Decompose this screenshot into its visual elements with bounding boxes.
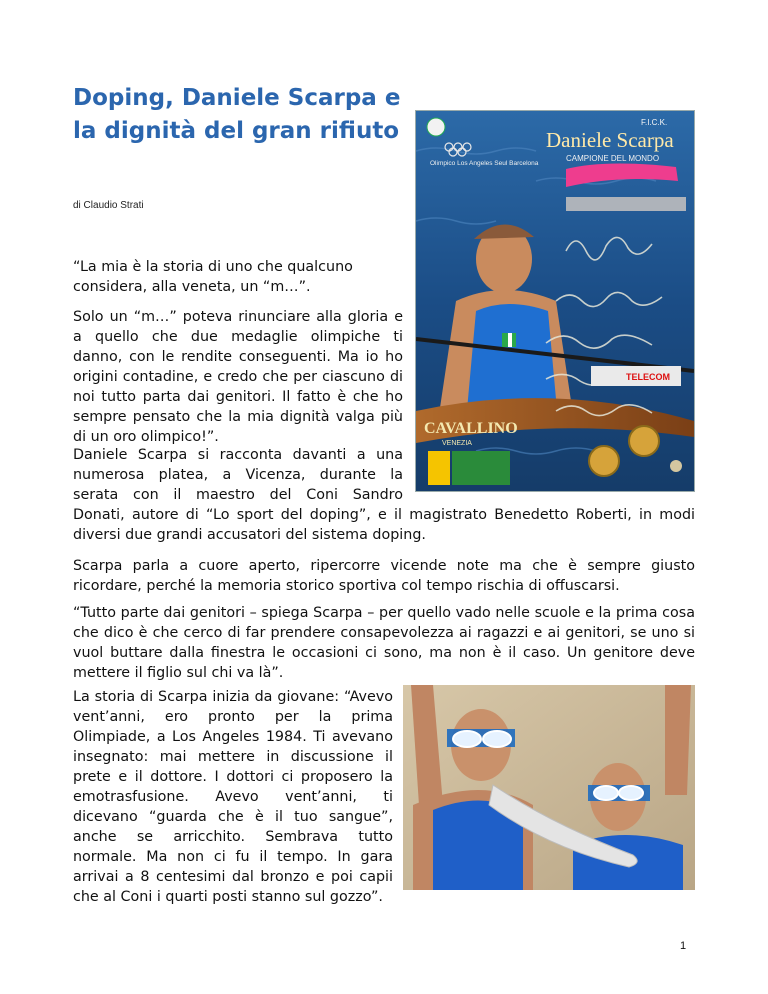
paragraph-dignity: Solo un “m…” poteva rinunciare alla gloria e a quello che due medaglie olimpiche ti danno, con le rendite conseguenti. Ma io ho origini contadine, e credo che per ciascuno di noi tutto parta dai genitori. Il fatto è che ho sempre pensato che la mia dignità valga più di un oro olimpico!”. <box>73 309 403 445</box>
paragraph-quote-intro: “La mia è la storia di uno che qualcuno considera, alla veneta, un “m…”. <box>73 259 353 295</box>
paragraph-parents: “Tutto parte dai genitori – spiega Scarpa – per quello vado nelle scuole e la prima cosa che dico è che cerco di far prendere consapevolezza ai ragazzi e ai genitori, se uno si vuol buttare dalla finestra le occasioni ci sono, ma non è il caso. Un genitore deve mettere il figlio sul chi va là”. <box>73 605 695 681</box>
paragraph-vicenza-part2: Donati, autore di “Lo sport del doping”, e il magistrato Benedetto Roberti, in modi diversi due grandi accusatori del sistema doping. <box>73 507 695 543</box>
poster-illustration <box>416 111 694 491</box>
poster-venezia-text: VENEZIA <box>442 440 472 447</box>
kayakers-illustration <box>403 685 695 890</box>
poster-telecom-text: TELECOM <box>626 372 670 382</box>
article-byline: di Claudio Strati <box>73 200 144 211</box>
article-title: Doping, Daniele Scarpa e la dignità del gran rifiuto <box>73 85 401 144</box>
paragraph-memory: Scarpa parla a cuore aperto, ripercorre vicende note ma che è sempre giusto ricordare, perché la memoria storico sportiva col tempo rischia di offuscarsi. <box>73 558 695 594</box>
paragraph-vicenza-part1: Daniele Scarpa si racconta davanti a una numerosa platea, a Vicenza, durante la serata con il maestro del Coni Sandro <box>73 447 403 503</box>
poster-image <box>415 110 695 492</box>
poster-cavallino-text: CAVALLINO <box>424 420 518 437</box>
kayakers-photo <box>403 685 695 890</box>
poster-fick-text: F.I.C.K. <box>641 118 668 127</box>
poster-olympics-text: Olimpico Los Angeles Seul Barcelona <box>430 160 539 167</box>
poster-athlete-name: Daniele Scarpa <box>546 128 674 152</box>
page-number: 1 <box>680 940 687 952</box>
poster-champion-text: CAMPIONE DEL MONDO <box>566 154 660 163</box>
paragraph-story: La storia di Scarpa inizia da giovane: “Avevo vent’anni, ero pronto per la prima Olimpiade, a Los Angeles 1984. Ti avevano insegnato: mai mettere in discussione il prete e il dottore. I dottori ci proposero la emotrasfusione. Avevo vent’anni, ti dicevano “guarda che è il tuo sangue”, anche se arricchito. Sembrava tutto normale. Ma non ci fu il tempo. In gara arrivai a 8 centesimi dal bronzo e poi capii che al Coni i quarti posti stanno sul gozzo”. <box>73 689 393 905</box>
